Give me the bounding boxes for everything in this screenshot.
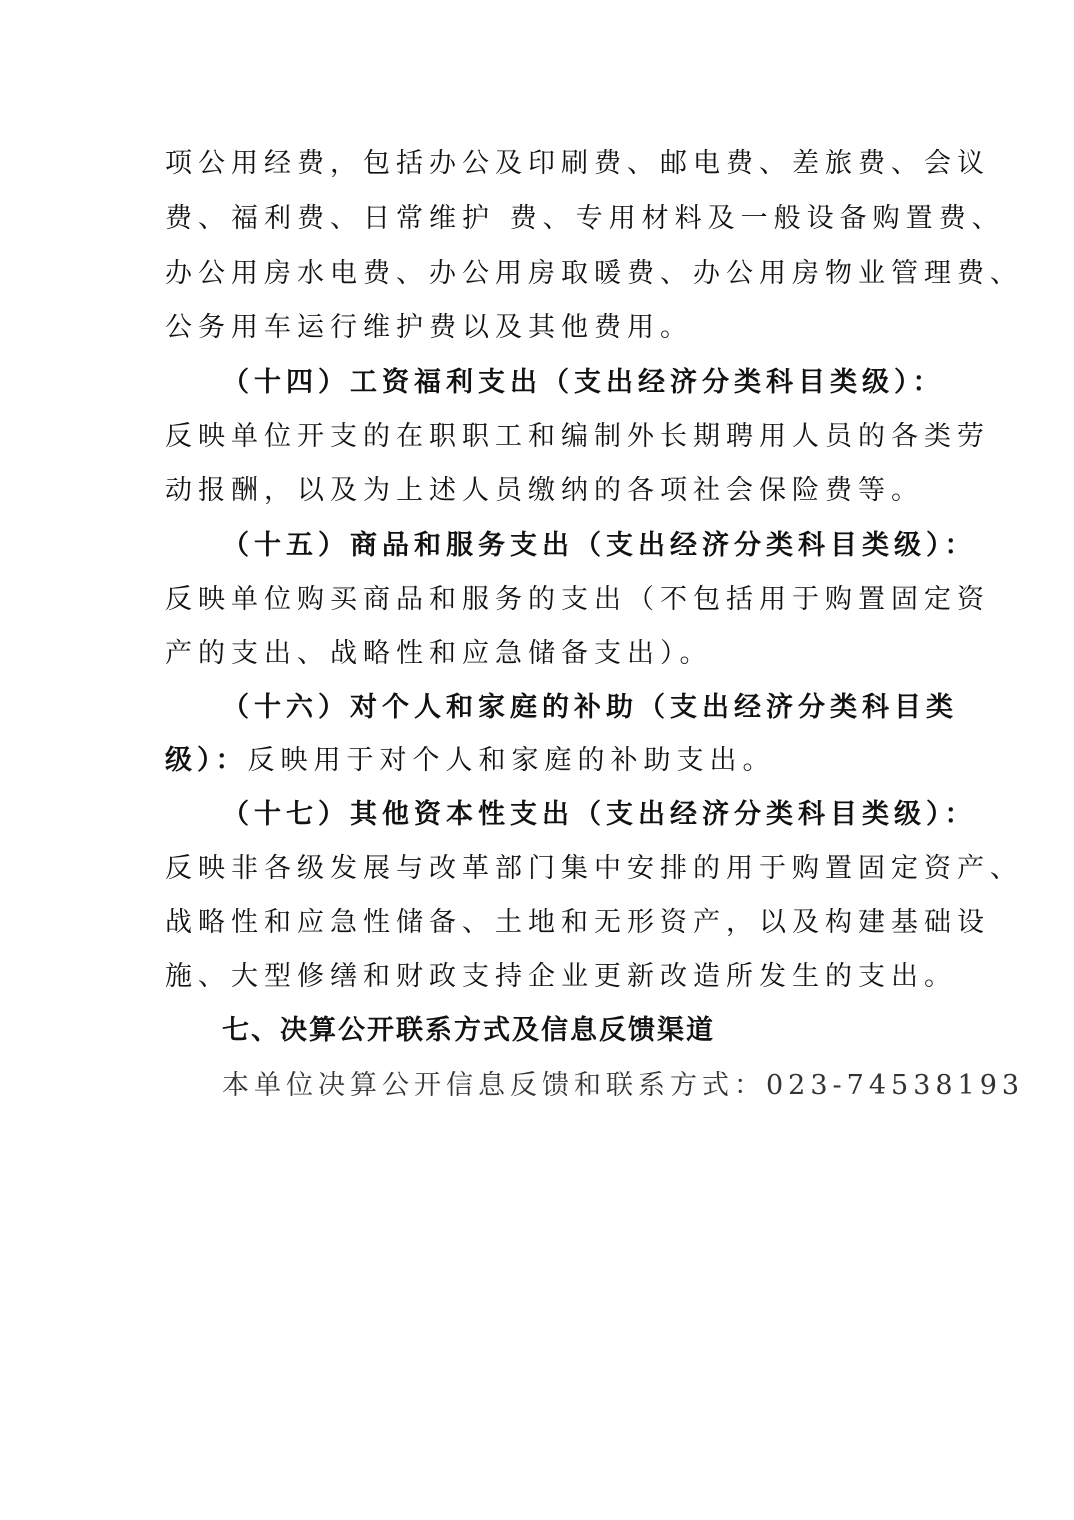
intro-line-2: 费、福利费、日常维护 费、专用材料及一般设备购置费、 [165,203,1005,234]
item-16-line-1 [165,743,776,779]
item-15-line-2: 产的支出、战略性和应急储备支出）。 [165,638,713,669]
item-14-title: （十四）工资福利支出（支出经济分类科目类级）： [222,367,945,398]
item-14-line-1: 反映单位开支的在职职工和编制外长期聘用人员的各类劳 [165,421,990,452]
item-17-line-1: 反映非各级发展与改革部门集中安排的用于购置固定资产、 [165,853,1023,884]
item-16-body: 反映用于对个人和家庭的补助支出。 [247,745,776,776]
intro-line-3: 办公用房水电费、办公用房取暖费、办公用房物业管理费、 [165,258,1023,289]
item-15-title: （十五）商品和服务支出（支出经济分类科目类级）： [222,530,977,561]
item-14-line-2: 动报酬，以及为上述人员缴纳的各项社会保险费等。 [165,475,924,506]
intro-line-4: 公务用车运行维护费以及其他费用。 [165,312,693,343]
intro-line-1: 项公用经费，包括办公及印刷费、邮电费、差旅费、会议 [165,148,990,179]
item-16-title: （十六）对个人和家庭的补助（支出经济分类科目类 [222,692,958,723]
item-16-title-continued: 级）： [165,745,248,776]
item-17-line-3: 施、大型修缮和财政支持企业更新改造所发生的支出。 [165,961,957,992]
contact-info: 本单位决算公开信息反馈和联系方式：023-74538193 [222,1070,1025,1101]
item-17-title: （十七）其他资本性支出（支出经济分类科目类级）： [222,799,977,830]
item-15-line-1: 反映单位购买商品和服务的支出（不包括用于购置固定资 [165,584,990,615]
item-17-line-2: 战略性和应急性储备、土地和无形资产，以及构建基础设 [165,907,990,938]
section-7-heading: 七、决算公开联系方式及信息反馈渠道 [222,1015,715,1046]
